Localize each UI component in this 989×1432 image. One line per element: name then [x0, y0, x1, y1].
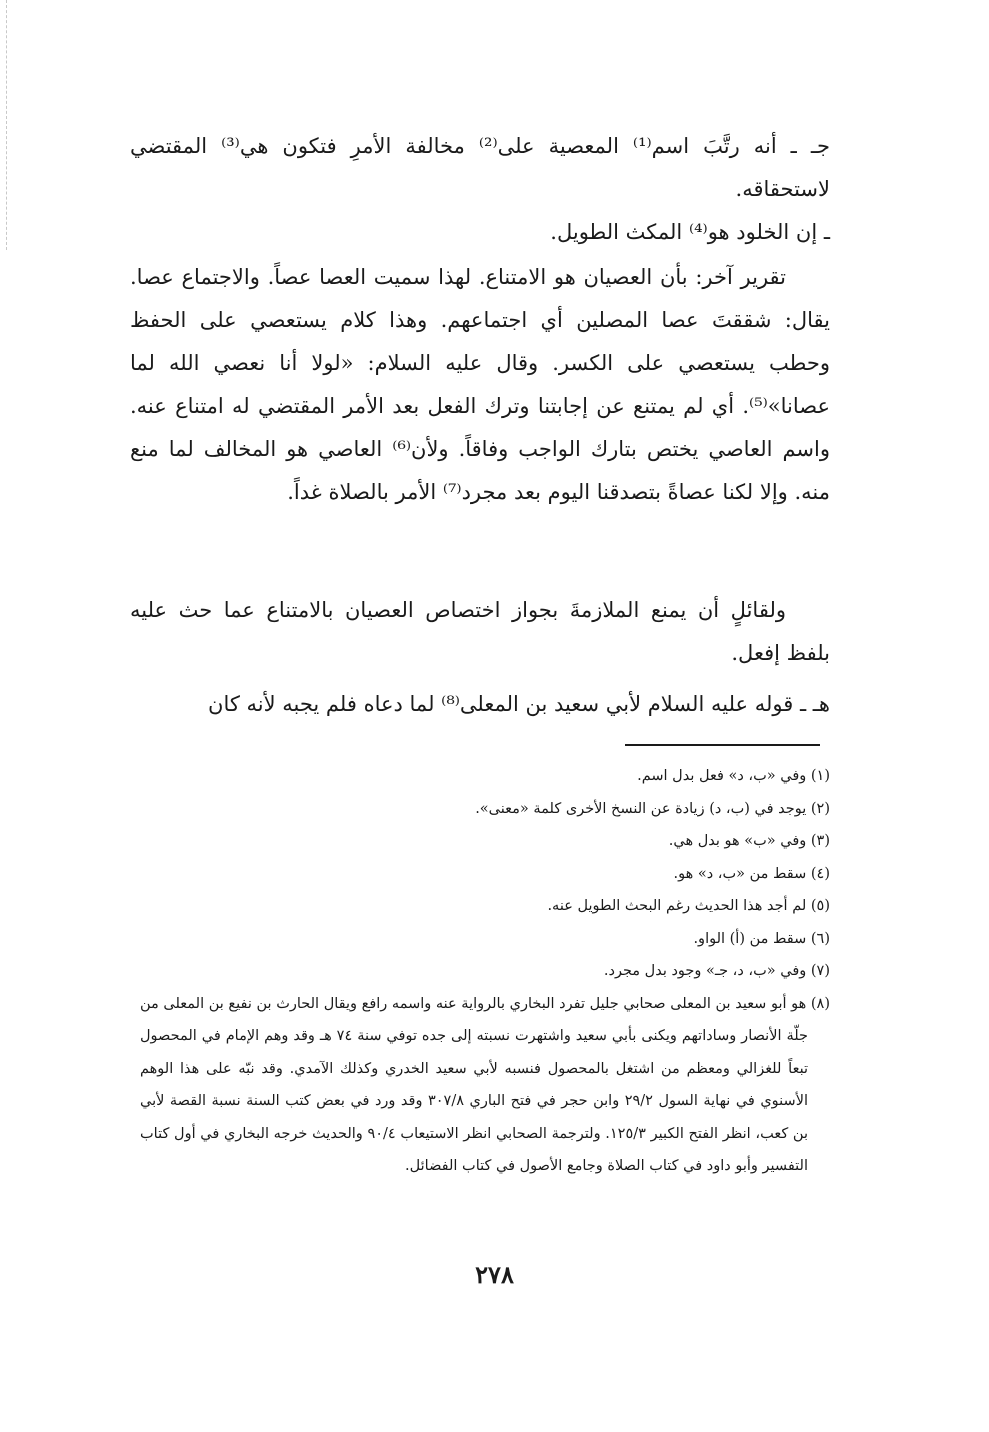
- footnote-8: (٨) هو أبو سعيد بن المعلى صحابي جليل تفرد البخاري بالرواية عنه واسمه رافع ويقال الحارث بن نفيع بن المعلى من جلّة الأنصار وساداتهم ويكنى بأبي سعيد واشتهرت نسبته إلى جده توفي سنة ٧٤ هـ وقد وهم الإمام في المحصول تبعاً للغزالي ومعظم من اشتغل بالمحصول فنسبه لأبي سعيد الخدري وكذلك الآمدي. وقد نبّه على هذا الوهم الأسنوي في نهاية السول ٢٩/٢ وابن حجر في فتح الباري ٣٠٧/٨ وقد ورد في بعض كتب السنة نسبة القصة لأبي بن كعب، انظر الفتح الكبير ١٢٥/٣. ولترجمة الصحابي انظر الاستيعاب ٩٠/٤ والحديث خرجه البخاري في أول كتاب التفسير وأبو داود في كتاب الصلاة وجامع الأصول في كتاب الفضائل.: [140, 995, 830, 1174]
- footnote-3: (٣) وفي «ب» هو بدل هي.: [668, 833, 830, 849]
- paragraph-taqrir: [130, 256, 830, 514]
- paragraph-objection: [130, 589, 830, 675]
- footnote-4: (٤) سقط من «ب، د» هو.: [673, 865, 830, 882]
- footnote-5: (٥) لم أجد هذا الحديث رغم البحث الطويل عنه.: [547, 898, 830, 914]
- paragraph-objection-text: ولقائلٍ أن يمنع الملازمةَ بجواز اختصاص العصيان بالامتناع عما حث عليه بلفظ إفعل.: [130, 598, 830, 665]
- footnote-1: (١) وفي «ب، د» فعل بدل اسم.: [637, 768, 830, 784]
- paragraph-taqrir-text: تقرير آخر: بأن العصيان هو الامتناع. لهذا سميت العصا عصاً. والاجتماع عصا. يقال: شققتَ عصا المصلين أي اجتماعهم. وهذا كلام يستعصي على الحفظ وحطب يستعصي على الكسر. وقال عليه السلام: «لولا أنا نعصي الله لما عصانا»⁽⁵⁾. أي لم يمتنع عن إجابتنا وترك الفعل بعد الأمر المقتضي له امتناع عنه. واسم العاصي يختص بتارك الواجب وفاقاً. ولأن⁽⁶⁾ العاصي هو المخالف لما منع منه. وإلا لكنا عصاةً بتصدقنا اليوم بعد مجرد⁽⁷⁾ الأمر بالصلاة غداً.: [130, 265, 831, 504]
- paragraph-jeem-text: جـ ـ أنه رتَّبَ اسم⁽¹⁾ المعصية على⁽²⁾ مخالفة الأمرِ فتكون هي⁽³⁾ المقتضي لاستحقاقه.: [130, 134, 830, 201]
- footnote-2: (٢) يوجد في (ب، د) زيادة عن النسخ الأخرى كلمة «معنى».: [475, 800, 830, 817]
- paragraph-ha-text: هـ ـ قوله عليه السلام لأبي سعيد بن المعلى⁽⁸⁾ لما دعاه فلم يجبه لأنه كان: [208, 692, 830, 716]
- paragraph-jeem: [130, 125, 830, 211]
- paragraph-khulud: [130, 211, 830, 254]
- page-number: ٢٧٨: [475, 1260, 514, 1289]
- footnote-7: (٧) وفي «ب، د، جـ» وجود بدل مجرد.: [603, 963, 830, 979]
- footnote-6: (٦) سقط من (أ) الواو.: [693, 930, 830, 947]
- paragraph-khulud-text: ـ إن الخلود هو⁽⁴⁾ المكث الطويل.: [550, 220, 830, 244]
- scan-edge-line: [6, 0, 8, 250]
- paragraph-ha: [130, 683, 830, 726]
- footnote-separator: [625, 744, 820, 746]
- footnotes-section: [140, 760, 830, 1183]
